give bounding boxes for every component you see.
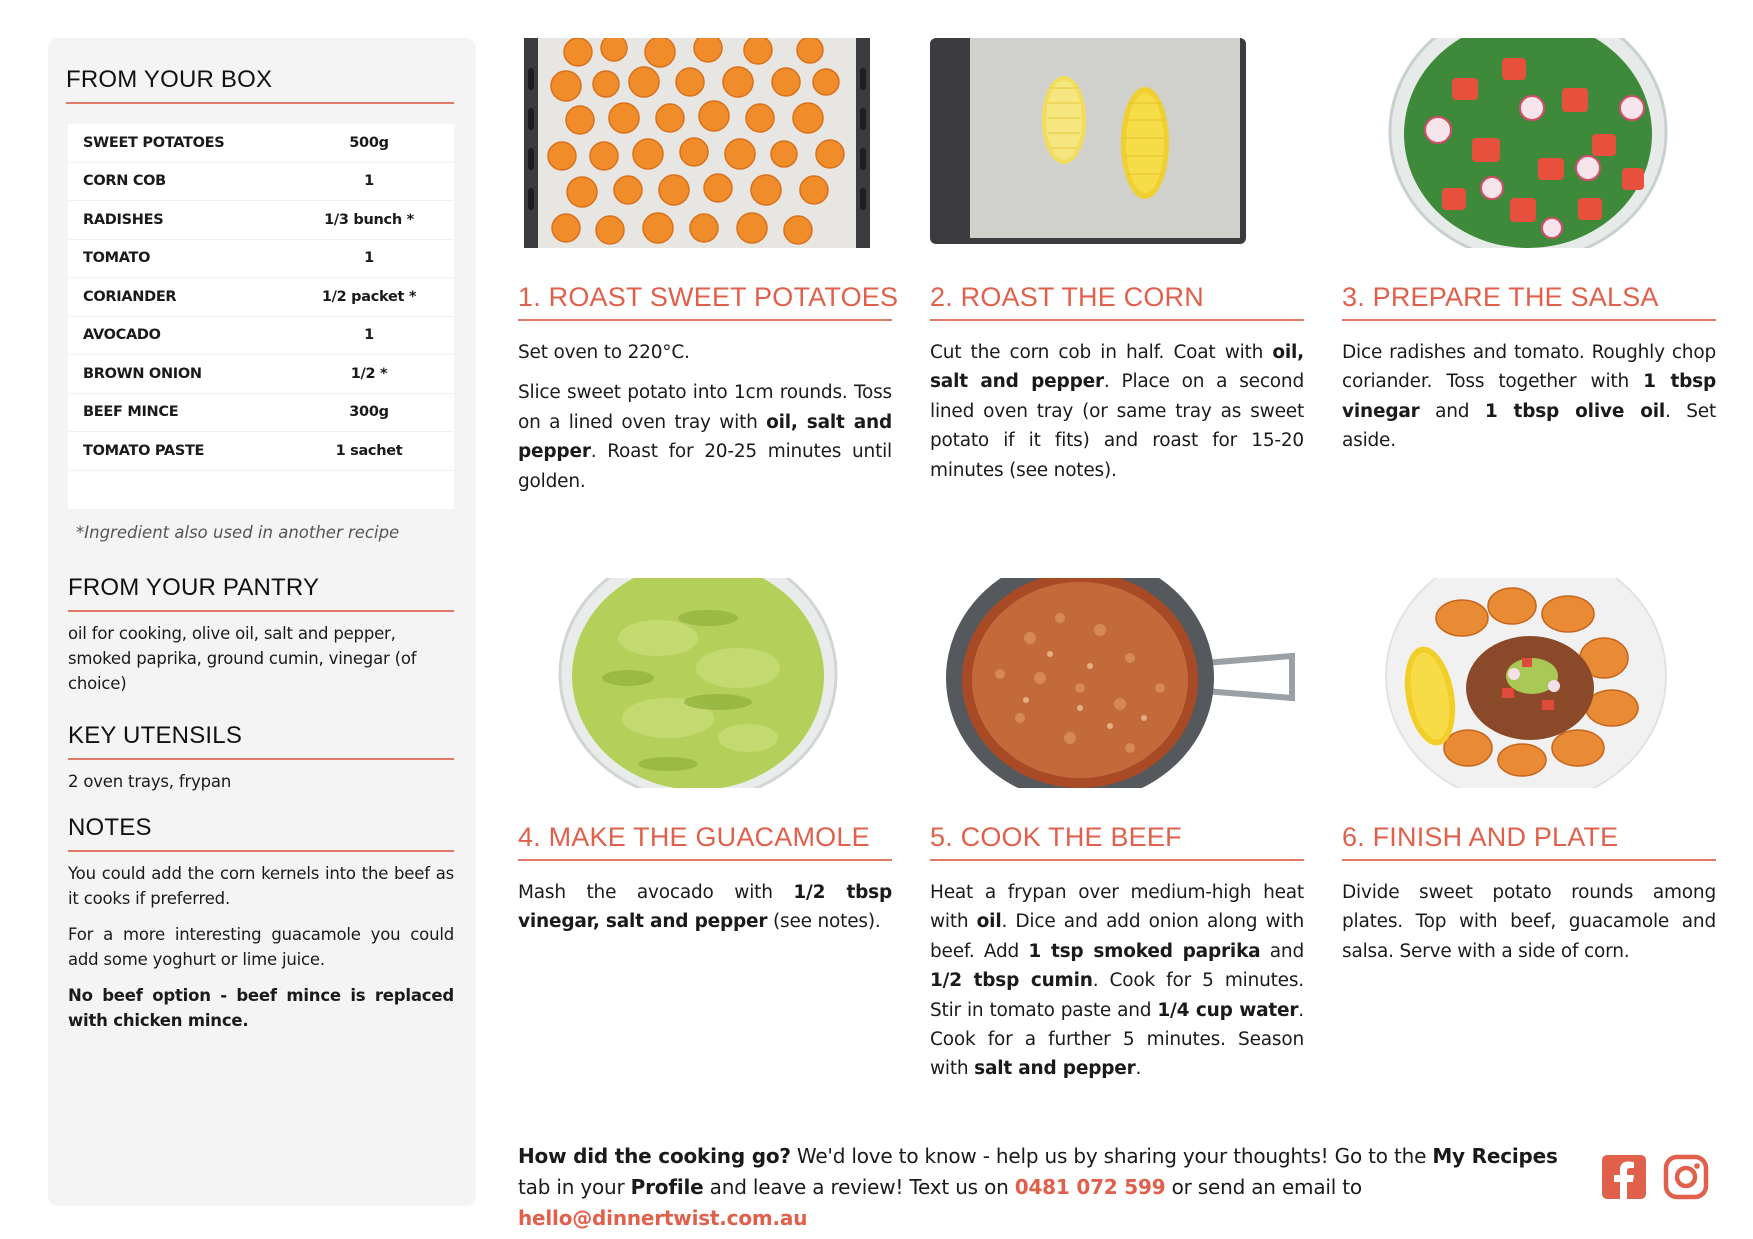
utensils-text: 2 oven trays, frypan bbox=[68, 772, 232, 791]
step-2-para: Cut the corn cob in half. Coat with oil, salt and pepper. Place on a second lined oven tray (or same tray as sweet potato if it fits) and roast for 15-20 minutes (see notes). bbox=[930, 342, 1304, 481]
utensils-title: KEY UTENSILS bbox=[68, 722, 454, 760]
ingredient-name: BROWN ONION bbox=[83, 365, 202, 382]
finished-plate-photo bbox=[1342, 578, 1716, 788]
step-3-text bbox=[1342, 338, 1716, 456]
ingredient-qty: 300g bbox=[349, 404, 389, 421]
ingredient-qty: 1 bbox=[364, 173, 374, 190]
step-3-para: Dice radishes and tomato. Roughly chop coriander. Toss together with 1 tbsp vinegar and 1 tbsp olive oil. Set aside. bbox=[1342, 342, 1716, 452]
pantry-title: FROM YOUR PANTRY bbox=[68, 574, 454, 612]
step-3 bbox=[1342, 38, 1716, 467]
ingredient-qty: 500g bbox=[349, 134, 389, 151]
step-4 bbox=[518, 578, 892, 948]
ingredient-row bbox=[68, 317, 454, 356]
ingredient-qty: 1 sachet bbox=[335, 442, 403, 459]
note-item: For a more interesting guacamole you could add some yoghurt or lime juice. bbox=[68, 925, 454, 969]
notes-text bbox=[68, 861, 454, 1033]
step-6-text bbox=[1342, 878, 1716, 966]
ingredient-qty: 1 bbox=[364, 327, 374, 344]
step-2-text bbox=[930, 338, 1304, 485]
notes-title: NOTES bbox=[68, 814, 454, 852]
ingredient-row bbox=[68, 240, 454, 279]
ingredient-row bbox=[68, 124, 454, 163]
guacamole-bowl-photo bbox=[518, 578, 892, 788]
step-4-text bbox=[518, 878, 892, 937]
sidebar bbox=[48, 38, 476, 1206]
facebook-icon[interactable] bbox=[1601, 1154, 1647, 1200]
phone-link[interactable]: 0481 072 599 bbox=[1014, 1175, 1166, 1199]
ingredient-name: AVOCADO bbox=[83, 327, 161, 344]
sweet-potato-tray-photo bbox=[518, 38, 892, 248]
step-1-text bbox=[518, 338, 892, 496]
step-6 bbox=[1342, 578, 1716, 977]
email-link[interactable]: hello@dinnertwist.com.au bbox=[518, 1206, 808, 1230]
corn-tray-photo bbox=[930, 38, 1304, 248]
step-6-title: 6. FINISH AND PLATE bbox=[1342, 822, 1716, 861]
ingredient-row bbox=[68, 394, 454, 433]
step-2 bbox=[930, 38, 1304, 496]
ingredient-row bbox=[68, 278, 454, 317]
feedback-footer: How did the cooking go? We'd love to know - help us by sharing your thoughts! Go to the My Recipes tab in your Profile and leave a review! Text us on 0481 072 599 or send an email to hello@dinnertwist.com.au bbox=[518, 1144, 1558, 1230]
instagram-icon[interactable] bbox=[1663, 1154, 1709, 1200]
step-5-text bbox=[930, 878, 1304, 1084]
step-1-para: Slice sweet potato into 1cm rounds. Toss on a lined oven tray with oil, salt and pepper. Roast for 20-25 minutes until golden. bbox=[518, 382, 892, 492]
step-1-para: Set oven to 220°C. bbox=[518, 342, 690, 363]
ingredient-name: TOMATO bbox=[83, 250, 151, 267]
note-item: You could add the corn kernels into the beef as it cooks if preferred. bbox=[68, 864, 454, 908]
step-5-title: 5. COOK THE BEEF bbox=[930, 822, 1304, 861]
ingredient-row bbox=[68, 355, 454, 394]
ingredient-row bbox=[68, 201, 454, 240]
ingredient-qty: 1/3 bunch * bbox=[324, 211, 414, 228]
ingredient-table bbox=[68, 124, 454, 509]
ingredient-footnote: *Ingredient also used in another recipe bbox=[76, 523, 400, 542]
step-3-title: 3. PREPARE THE SALSA bbox=[1342, 282, 1716, 321]
ingredient-name: RADISHES bbox=[83, 211, 164, 228]
ingredient-qty: 1 bbox=[364, 250, 374, 267]
step-5-para: Heat a frypan over medium-high heat with oil. Dice and add onion along with beef. Add 1 tsp smoked paprika and 1/2 tbsp cumin. Cook for 5 minutes. Stir in tomato paste and 1/4 cup water. Cook for a further 5 minutes. Season with salt and pepper. bbox=[930, 882, 1304, 1080]
step-1-title: 1. ROAST SWEET POTATOES bbox=[518, 282, 892, 321]
step-4-title: 4. MAKE THE GUACAMOLE bbox=[518, 822, 892, 861]
ingredient-name: CORN COB bbox=[83, 173, 166, 190]
ingredient-row-empty bbox=[68, 471, 454, 510]
notes-section bbox=[68, 814, 454, 1033]
social-links bbox=[1601, 1154, 1709, 1200]
ingredient-name: TOMATO PASTE bbox=[83, 442, 205, 459]
ingredient-row bbox=[68, 163, 454, 202]
ingredient-name: CORIANDER bbox=[83, 288, 177, 305]
step-2-title: 2. ROAST THE CORN bbox=[930, 282, 1304, 321]
utensils-section bbox=[68, 722, 454, 794]
beef-frypan-photo bbox=[930, 578, 1304, 788]
step-1 bbox=[518, 38, 899, 507]
ingredient-qty: 1/2 packet * bbox=[321, 288, 417, 305]
ingredient-qty: 1/2 * bbox=[350, 365, 388, 382]
ingredient-name: BEEF MINCE bbox=[83, 404, 179, 421]
step-5 bbox=[930, 578, 1304, 1095]
step-4-para: Mash the avocado with 1/2 tbsp vinegar, salt and pepper (see notes). bbox=[518, 882, 892, 933]
from-your-box-title: FROM YOUR BOX bbox=[66, 66, 454, 104]
step-6-para: Divide sweet potato rounds among plates. Top with beef, guacamole and salsa. Serve with a side of corn. bbox=[1342, 882, 1716, 962]
ingredient-name: SWEET POTATOES bbox=[83, 134, 225, 151]
ingredient-row bbox=[68, 432, 454, 471]
note-item-bold: No beef option - beef mince is replaced with chicken mince. bbox=[68, 986, 454, 1030]
pantry-text: oil for cooking, olive oil, salt and pepper, smoked paprika, ground cumin, vinegar (of choice) bbox=[68, 624, 417, 693]
pantry-section bbox=[68, 574, 454, 696]
salsa-bowl-photo bbox=[1342, 38, 1716, 248]
